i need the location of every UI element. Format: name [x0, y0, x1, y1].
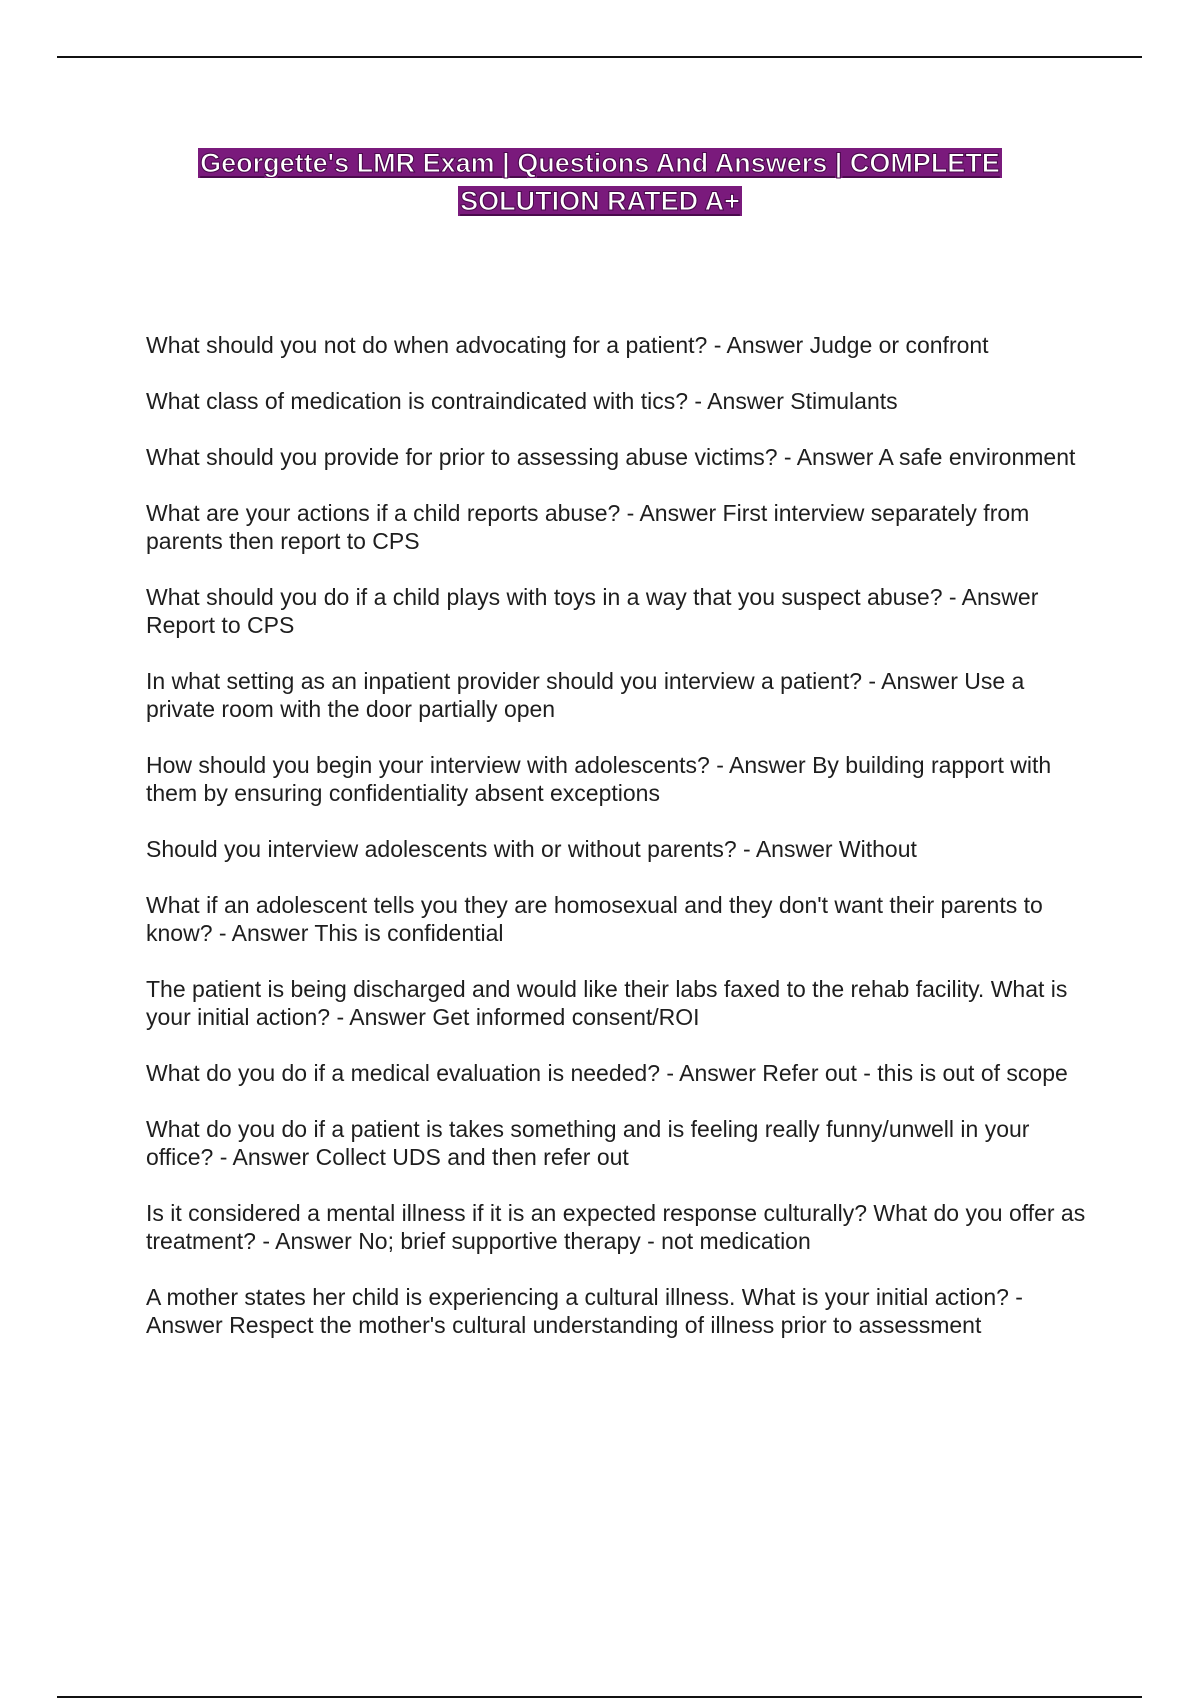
qa-item: What are your actions if a child reports abuse? - Answer First interview separately from parents then report to CPS [146, 500, 1030, 554]
qa-item: Should you interview adolescents with or without parents? - Answer Without [146, 836, 917, 862]
bottom-rule [57, 1696, 1142, 1698]
qa-item: What should you do if a child plays with toys in a way that you suspect abuse? - Answer Report to CPS [146, 584, 1039, 638]
title-line-1: Georgette's LMR Exam | Questions And Answers | COMPLETE [200, 148, 1000, 178]
qa-item: What class of medication is contraindicated with tics? - Answer Stimulants [146, 388, 898, 414]
qa-item: What if an adolescent tells you they are homosexual and they don't want their parents to know? - Answer This is confidential [146, 892, 1043, 946]
qa-list [146, 331, 1086, 1367]
qa-item: Is it considered a mental illness if it is an expected response culturally? What do you offer as treatment? - Answer No; brief supportive therapy - not medication [146, 1200, 1086, 1254]
qa-item: What should you not do when advocating for a patient? - Answer Judge or confront [146, 332, 989, 358]
qa-item: What should you provide for prior to assessing abuse victims? - Answer A safe environment [146, 444, 1076, 470]
qa-item: What do you do if a patient is takes something and is feeling really funny/unwell in your office? - Answer Collect UDS and then refer out [146, 1116, 1030, 1170]
title-line-2: SOLUTION RATED A+ [460, 186, 740, 216]
qa-item: A mother states her child is experiencing a cultural illness. What is your initial action? - Answer Respect the mother's cultural understanding of illness prior to assessment [146, 1284, 1023, 1338]
qa-item: In what setting as an inpatient provider should you interview a patient? - Answer Use a private room with the door partially open [146, 668, 1025, 722]
qa-item: How should you begin your interview with adolescents? - Answer By building rapport with them by ensuring confidentiality absent exceptions [146, 752, 1052, 806]
qa-item: The patient is being discharged and would like their labs faxed to the rehab facility. What is your initial action? - Answer Get informed consent/ROI [146, 976, 1068, 1030]
top-rule [57, 56, 1142, 58]
qa-item: What do you do if a medical evaluation is needed? - Answer Refer out - this is out of scope [146, 1060, 1068, 1086]
document-title [60, 144, 1140, 220]
